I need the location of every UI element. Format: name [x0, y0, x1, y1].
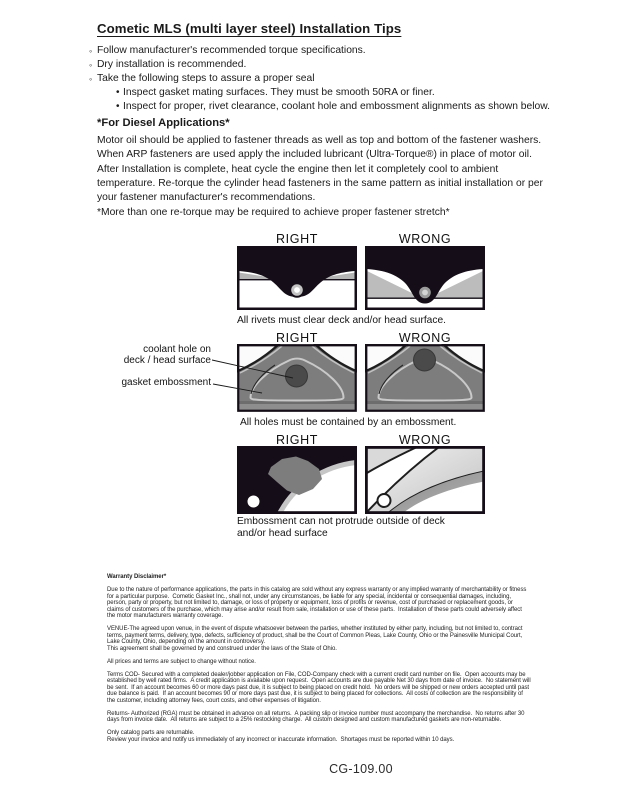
legal-paragraph: Only catalog parts are returnable. [107, 730, 195, 736]
legal-paragraph: This agreement shall be governed by and construed under the laws of the State of Ohio. [107, 645, 337, 652]
callout-text: deck / head surface [123, 355, 211, 366]
page-number: CG-109.00 [329, 762, 393, 776]
diagram-protrusion-wrong [365, 446, 485, 514]
right-label: RIGHT [276, 433, 318, 447]
rivet-center [294, 287, 300, 293]
right-label: RIGHT [276, 331, 318, 345]
coolant-hole-callout [100, 344, 211, 366]
bullet-icon: ◦ [89, 60, 93, 70]
gasket-embossment-callout: gasket embossment [121, 377, 211, 388]
bullet-icon: ◦ [89, 74, 93, 84]
diesel-paragraph: Motor oil should be applied to fastener threads as well as top and bottom of the fastener washers. When ARP fasteners are used apply the included lubricant (Ultra-Torque®) in place of motor oil. [97, 135, 545, 160]
diagram-caption: Embossment can not protrude outside of deck and/or head surface [237, 516, 445, 539]
bullet-icon: ◦ [89, 46, 93, 56]
list-item [89, 58, 569, 72]
right-label: RIGHT [276, 232, 318, 246]
legal-paragraph: VENUE-The agreed upon venue, in the event of dispute whatsoever between the parties, whether instituted by either party, including, but not limited to, contract terms, payment terms, delivery, type, defects, sufficiency of product, shall be the Court of Common Pleas, Lake County, Ohio or the Painesville Municipal Court, Lake County, Ohio, depending on the amount in controversy. [107, 626, 525, 645]
warranty-disclaimer-heading: Warranty Disclaimer* [107, 574, 167, 580]
page-title: Cometic MLS (multi layer steel) Installation Tips [97, 21, 402, 36]
list-item [89, 72, 569, 86]
installation-tips-list [89, 44, 569, 114]
leader-line [213, 384, 262, 393]
sub-list-item [89, 100, 569, 114]
coolant-hole [414, 349, 436, 371]
diagram-embossment-wrong [365, 344, 485, 412]
list-item-text: Dry installation is recommended. [97, 59, 247, 70]
legal-disclaimer [107, 574, 531, 750]
diesel-paragraph: After Installation is complete, heat cycle the engine then let it completely cool to ambient temperature. Re-torque the cylinder head fasteners in the same pattern as initial installation or per your fastener manufacturer's recommendations. [97, 164, 546, 203]
rivet-center [422, 290, 428, 296]
callout-leader-lines [205, 340, 305, 402]
legal-paragraph: All prices and terms are subject to change without notice. [107, 658, 256, 665]
bullet-icon: • [116, 87, 120, 98]
diagram-protrusion-right [237, 446, 357, 514]
legal-paragraph: Due to the nature of performance applications, the parts in this catalog are sold without any express warranty or any implied warranty of merchantability or fitness for a particular purpose. Cometic Gasket Inc., shall not, under any circumstances, be liable for any special, incidental or consequential damages, including, person, party or property, but not limited to, damage, or loss of property or equipment, loss of profits or revenue, cost of purchased or replacement goods, or claims of customers of the purchase, which may arise and/or result from sale, installation or use of these parts. Installation of these parts could adversely affect the motor manufacturers warranty coverage. [107, 587, 528, 619]
list-item-text: Follow manufacturer's recommended torque specifications. [97, 45, 366, 56]
sub-list-item [89, 86, 569, 100]
wrong-label: WRONG [398, 232, 452, 246]
bullet-icon: • [116, 101, 120, 112]
legal-paragraph: Terms COD- Secured with a completed dealer/jobber application on File, COD-Company check with a current credit card number on file. Open accounts may be established by well rated firms. A credit application is available upon request. Open accounts are due payable Net 30 days from date of invoice. No statement will be sent. If an account becomes 60 or more days past due, it is subject to being placed on credit hold. No orders will be shipped or new orders accepted until past due balance is paid. If an account becomes 90 or more days past due, it is subject to being placed for collections. All costs of collection are the responsibility of the customer, including attorney fees, court costs, and other expenses of litigation. [107, 671, 533, 704]
wrong-label: WRONG [398, 433, 452, 447]
list-item [89, 44, 569, 58]
callout-text: coolant hole on [143, 344, 211, 355]
diagram-caption: All holes must be contained by an embossment. [240, 417, 457, 428]
leader-line [212, 360, 293, 378]
list-item-text: Take the following steps to assure a proper seal [97, 73, 315, 84]
diesel-applications-heading: *For Diesel Applications* [97, 117, 230, 129]
legal-paragraph: Review your invoice and notify us immediately of any incorrect or inaccurate information. Shortages must be reported within 10 days. [107, 736, 455, 743]
diagram-rivet-right [237, 246, 357, 310]
legal-paragraph: Returns- Authorized (RGA) must be obtained in advance on all returns. A packing slip or invoice number must accompany the merchandise. No returns after 30 days from invoice date. All returns are subject to a 25% restocking charge. All custom designed and custom manufactured gaskets are non-returnable. [107, 710, 527, 723]
bolt-hole [378, 494, 391, 507]
bolt-hole [248, 496, 260, 508]
diagram-caption: All rivets must clear deck and/or head surface. [237, 315, 446, 326]
wrong-label: WRONG [398, 331, 452, 345]
list-item-text: Inspect gasket mating surfaces. They must be smooth 50RA or finer. [123, 87, 435, 98]
list-item-text: Inspect for proper, rivet clearance, coolant hole and embossment alignments as shown below. [123, 101, 550, 112]
diagram-rivet-wrong [365, 246, 485, 310]
retorque-note: *More than one re-torque may be required to achieve proper fastener stretch* [97, 207, 450, 218]
